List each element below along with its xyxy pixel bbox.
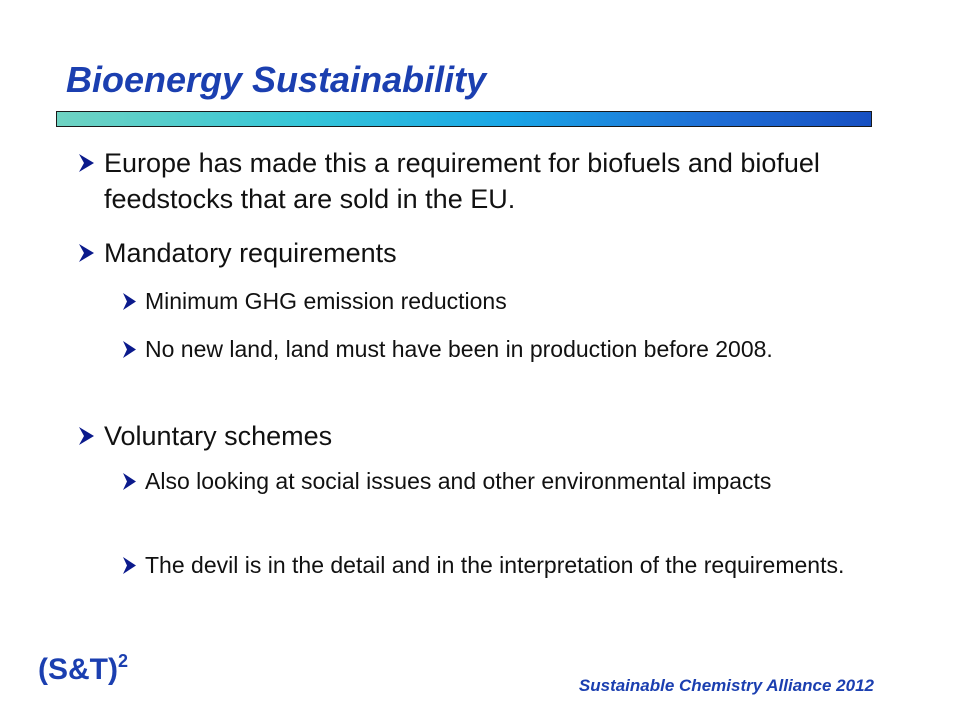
arrow-bullet-icon [120, 285, 145, 318]
bullet-item [76, 145, 876, 217]
bullet-item [76, 418, 876, 454]
footer-caption: Sustainable Chemistry Alliance 2012 [578, 676, 874, 695]
bullet-text: No new land, land must have been in production before 2008. [145, 336, 773, 362]
arrow-bullet-icon [120, 465, 145, 498]
logo [38, 652, 128, 685]
slide-title: Bioenergy Sustainability [66, 59, 487, 100]
bullet-text: Minimum GHG emission reductions [145, 288, 507, 314]
arrow-bullet-icon [76, 418, 104, 454]
bullet-text: Also looking at social issues and other environmental impacts [145, 468, 772, 494]
arrow-bullet-icon [76, 235, 104, 271]
bullet-text: Mandatory requirements [104, 238, 397, 268]
arrow-bullet-icon [76, 145, 104, 181]
bullet-text: Europe has made this a requirement for biofuels and biofuel feedstocks that are sold in the EU. [104, 148, 820, 214]
bullet-item [120, 465, 840, 498]
bullet-item [76, 235, 876, 271]
title-underline-bar [56, 111, 872, 127]
bullet-item [120, 285, 840, 318]
logo-superscript: 2 [117, 651, 128, 671]
bullet-text: Voluntary schemes [104, 421, 333, 451]
bullet-item [120, 549, 860, 582]
bullet-text: The devil is in the detail and in the interpretation of the requirements. [145, 552, 845, 578]
logo-text: (S&T) [38, 653, 118, 686]
bullet-item [120, 333, 840, 366]
arrow-bullet-icon [120, 333, 145, 366]
arrow-bullet-icon [120, 549, 145, 582]
